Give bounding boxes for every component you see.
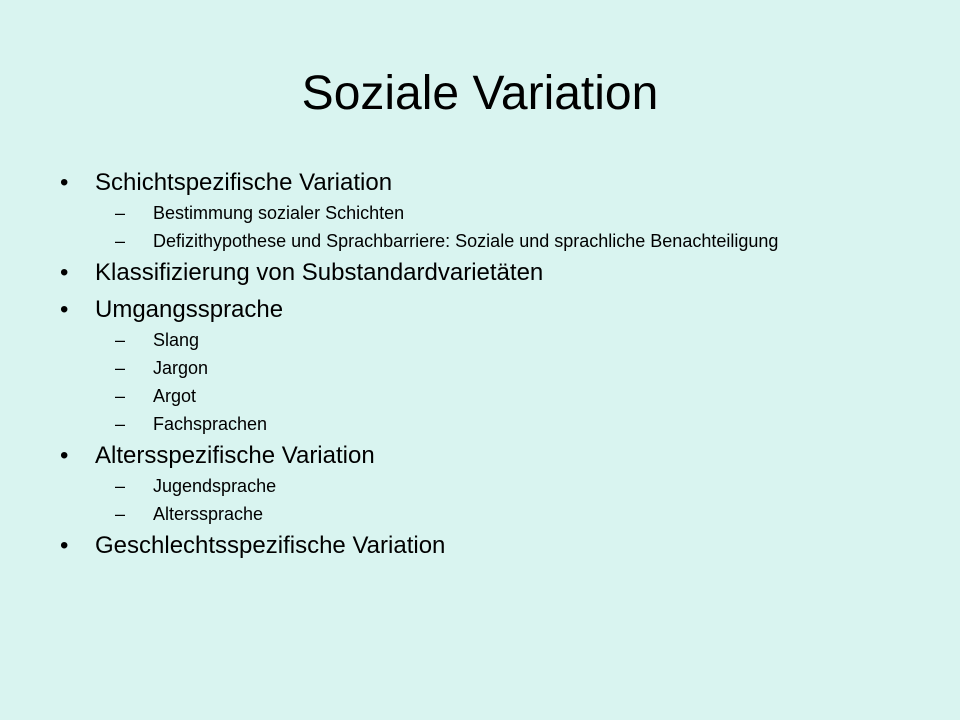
- dash-icon: –: [115, 330, 126, 350]
- sub-bullet-item: [115, 330, 800, 350]
- sub-bullet-text: Argot: [153, 386, 197, 406]
- sub-bullet-item: [115, 231, 800, 251]
- bullet-icon: •: [60, 296, 69, 323]
- sub-bullet-text: Jargon: [153, 358, 209, 378]
- bullet-text: Geschlechtsspezifische Variation: [95, 532, 446, 559]
- sub-bullet-item: [115, 203, 800, 223]
- bullet-icon: •: [60, 259, 69, 286]
- sub-bullet-text: Alterssprache: [153, 504, 264, 524]
- sub-bullet-item: [115, 414, 800, 434]
- sub-bullet-text: Slang: [153, 330, 200, 350]
- sub-bullet-item: [115, 476, 800, 496]
- sub-bullet-text: Defizithypothese und Sprachbarriere: Soziale und sprachliche Benachteiligung: [153, 231, 779, 251]
- dash-icon: –: [115, 476, 126, 496]
- dash-icon: –: [115, 231, 126, 251]
- dash-icon: –: [115, 504, 126, 524]
- bullet-text: Umgangssprache: [95, 296, 284, 323]
- slide-title: Soziale Variation: [301, 67, 659, 120]
- bullet-icon: •: [60, 442, 69, 469]
- bullet-text: Schichtspezifische Variation: [95, 169, 393, 196]
- bullet-item: [60, 441, 800, 524]
- bullet-item: [60, 295, 800, 434]
- sub-bullet-list: [95, 330, 800, 434]
- sub-bullet-list: [95, 476, 800, 524]
- bullet-text: Klassifizierung von Substandardvarietäten: [95, 259, 544, 286]
- sub-bullet-item: [115, 386, 800, 406]
- dash-icon: –: [115, 414, 126, 434]
- sub-bullet-item: [115, 358, 800, 378]
- bullet-list: [60, 168, 800, 561]
- bullet-item: [60, 531, 800, 561]
- slide-content: [60, 168, 800, 561]
- bullet-item: [60, 258, 800, 288]
- sub-bullet-list: [95, 203, 800, 251]
- dash-icon: –: [115, 203, 126, 223]
- bullet-icon: •: [60, 169, 69, 196]
- bullet-item: [60, 168, 800, 251]
- sub-bullet-text: Fachsprachen: [153, 414, 268, 434]
- bullet-text: Altersspezifische Variation: [95, 442, 375, 469]
- bullet-icon: •: [60, 532, 69, 559]
- dash-icon: –: [115, 386, 126, 406]
- sub-bullet-item: [115, 504, 800, 524]
- sub-bullet-text: Jugendsprache: [153, 476, 277, 496]
- dash-icon: –: [115, 358, 126, 378]
- sub-bullet-text: Bestimmung sozialer Schichten: [153, 203, 405, 223]
